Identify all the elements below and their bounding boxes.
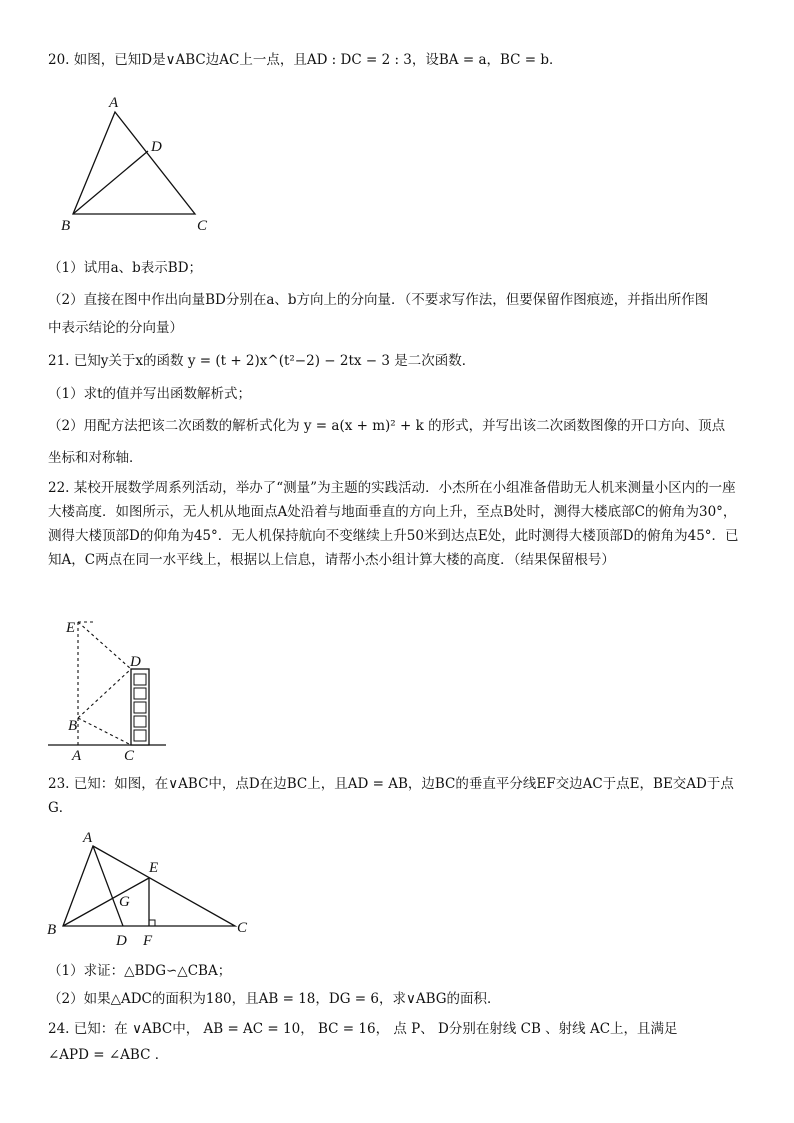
q21-part1: （1）求t的值并写出函数解析式； xyxy=(48,386,252,402)
q20-label-a: A xyxy=(109,95,119,111)
q23-part1: （1）求证：△BDG∽△CBA； xyxy=(48,963,232,979)
q23-number: 23. xyxy=(48,776,70,792)
q22-number: 22. xyxy=(48,480,70,496)
q22-label-c: C xyxy=(124,748,135,764)
q20-label-c: C xyxy=(197,218,208,234)
q23-label-f: F xyxy=(143,933,153,949)
q23-label-c: C xyxy=(237,920,248,936)
q22-body: 某校开展数学周系列活动，举办了“测量”为主题的实践活动．小杰所在小组准备借助无人机来测量小区内的一座大楼高度．如图所示，无人机从地面点A处沿着与地面垂直的方向上升，至点B处时，测得大楼底部C的俯角为30°，测得大楼顶部D的仰角为45°．无人机保持航向不变继续上升50米到达点E处，此时测得大楼顶部D的俯角为45°．已知A，C两点在同一水平线上，根据以上信息，请帮小杰小组计算大楼的高度．（结果保留根号） xyxy=(48,480,739,568)
q22-label-b: B xyxy=(68,718,78,734)
q22-text xyxy=(48,476,748,572)
q20-stem xyxy=(48,50,563,70)
q21-stem-text: 已知y关于x的函数 y = (t + 2)x^(t²−2) − 2tx − 3 是二次函数． xyxy=(73,353,476,369)
q21-part2-line1: （2）用配方法把该二次函数的解析式化为 y = a(x + m)² + k 的形式，并写出该二次函数图像的开口方向、顶点 xyxy=(48,418,726,434)
q20-part2-line2: 中表示结论的分向量） xyxy=(48,320,183,336)
q20-triangle-figure xyxy=(55,92,215,242)
q23-label-a: A xyxy=(83,830,93,846)
q20-label-b: B xyxy=(61,218,71,234)
q24-line1-text: 已知：在 ∨ABC中， AB = AC = 10， BC = 16， 点 P、 D分别在射线 CB 、射线 AC上，且满足 xyxy=(73,1021,678,1037)
q23-text xyxy=(48,772,748,820)
q20-label-d: D xyxy=(151,139,162,155)
q22-label-a: A xyxy=(72,748,82,764)
q24-line2: ∠APD = ∠ABC ． xyxy=(48,1047,169,1063)
q20-part2-line1: （2）直接在图中作出向量BD分别在a、b方向上的分向量．（不要求写作法，但要保留作图痕迹，并指出所作图 xyxy=(48,292,709,308)
q23-body: 已知：如图，在∨ABC中，点D在边BC上，且AD = AB，边BC的垂直平分线EF交边AC于点E，BE交AD于点G． xyxy=(48,776,734,816)
q22-label-d: D xyxy=(130,654,141,670)
q23-label-d: D xyxy=(116,933,127,949)
q23-triangle-figure xyxy=(45,826,260,951)
q20-part1: （1）试用a、b表示BD； xyxy=(48,260,203,276)
q23-label-g: G xyxy=(119,894,130,910)
q21-number: 21. xyxy=(48,353,70,369)
q24-number: 24. xyxy=(48,1021,70,1037)
q20-number: 20. xyxy=(48,52,70,68)
q22-label-e: E xyxy=(66,620,76,636)
q23-label-e: E xyxy=(149,860,159,876)
q23-part2: （2）如果△ADC的面积为180，且AB = 18，DG = 6，求∨ABG的面积． xyxy=(48,991,501,1007)
q21-part2-line2: 坐标和对称轴． xyxy=(48,450,143,466)
q21-stem xyxy=(48,351,475,371)
q22-building-figure xyxy=(46,612,176,762)
q23-label-b: B xyxy=(47,922,57,938)
q20-stem-text: 如图，已知D是∨ABC边AC上一点，且AD : DC = 2 : 3，设BA = a，BC = b． xyxy=(73,52,563,68)
q24-line1 xyxy=(48,1019,678,1039)
